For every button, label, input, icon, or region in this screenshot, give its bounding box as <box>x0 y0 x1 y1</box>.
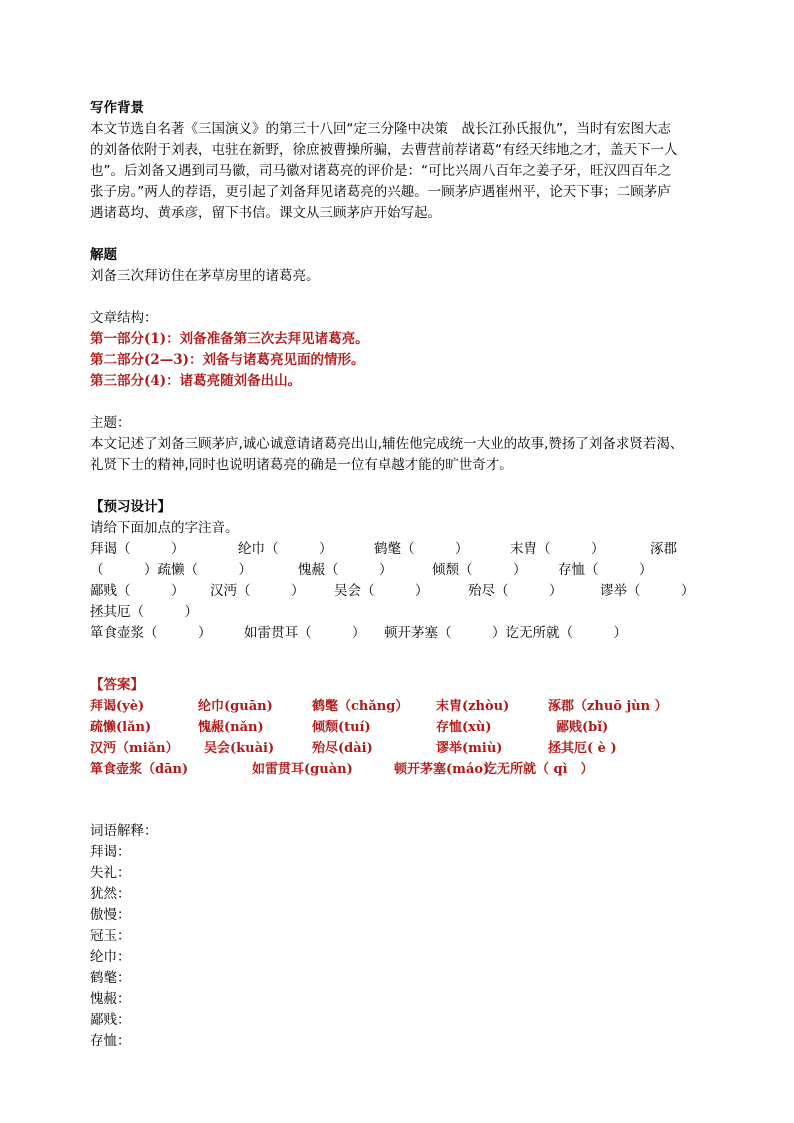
vocab-item: 鹤氅： <box>90 970 131 986</box>
preview-item: 末胄（ ） <box>510 541 605 557</box>
answer-row <box>90 717 710 738</box>
preview-item: （ ）疏懒（ ） <box>90 562 252 578</box>
vocab-item: 冠玉： <box>90 928 131 944</box>
preview-item: 存恤（ ） <box>558 562 653 578</box>
structure-heading: 文章结构： <box>90 310 158 326</box>
preview-item: 愧赧（ ） <box>298 562 393 578</box>
preview-item: 箪食壶浆（ ） <box>90 625 212 641</box>
structure-part-2: 第二部分(2—3)：刘备与诸葛亮见面的情形。 <box>90 352 365 368</box>
preview-item: 殆尽（ ） <box>468 583 563 599</box>
preview-row <box>90 560 710 581</box>
background-heading: 写作背景 <box>90 100 144 116</box>
answer-item: 拯其厄( è ) <box>548 741 617 756</box>
answer-row <box>90 696 710 717</box>
vocab-item: 拜谒： <box>90 844 131 860</box>
structure-part-1: 第一部分(1)：刘备准备第三次去拜见诸葛亮。 <box>90 331 369 347</box>
preview-item: 纶巾（ ） <box>238 541 333 557</box>
answer-item: 谬举(miù) <box>436 741 503 756</box>
background-line: 张子房。”两人的荐语，更引起了刘备拜见诸葛亮的兴趣。一顾茅庐遇崔州平，论天下事；二顾茅庐 <box>90 184 671 200</box>
vocab-heading: 词语解释： <box>90 823 158 839</box>
background-line: 本文节选自名著《三国演义》的第三十八回“定三分隆中决策 战长江孙氏报仇”，当时有宏图大志 <box>90 121 671 137</box>
document-page <box>90 98 710 1052</box>
title-explain-text: 刘备三次拜访住在茅草房里的诸葛亮。 <box>90 268 320 284</box>
background-line: 也”。后刘备又遇到司马徽，司马徽对诸葛亮的评价是：“可比兴周八百年之姜子牙，旺汉四百年之 <box>90 163 671 179</box>
vocab-item: 愧赧： <box>90 991 131 1007</box>
answer-item: 如雷贯耳(guàn) <box>252 762 353 777</box>
theme-line: 本文记述了刘备三顾茅庐,诚心诚意请诸葛亮出山,辅佐他完成统一大业的故事,赞扬了刘备求贤若渴、 <box>90 436 684 452</box>
preview-item: 涿郡 <box>650 541 677 557</box>
vocab-item: 鄙贱： <box>90 1012 131 1028</box>
answer-item: 疏懒(lǎn) <box>90 720 152 735</box>
answer-item: 吴会(kuài) <box>204 741 275 756</box>
vocab-item: 纶巾： <box>90 949 131 965</box>
preview-item: 拯其厄（ ） <box>90 604 198 620</box>
background-line: 遇诸葛均、黄承彦，留下书信。课文从三顾茅庐开始写起。 <box>90 205 441 221</box>
vocab-item: 傲慢： <box>90 907 131 923</box>
answer-item: 鄙贱(bǐ) <box>556 720 609 735</box>
answer-item: 顿开茅塞(máo) <box>394 762 490 777</box>
preview-row <box>90 623 710 644</box>
answer-item: 拜谒(yè) <box>90 699 145 714</box>
preview-row <box>90 602 710 623</box>
theme-line: 礼贤下士的精神,同时也说明诸葛亮的确是一位有卓越才能的旷世奇才。 <box>90 457 513 473</box>
preview-item: 顿开茅塞（ ）讫无所就（ ） <box>384 625 627 641</box>
vocab-item: 失礼： <box>90 865 131 881</box>
answer-item: 存恤(xù) <box>436 720 492 735</box>
answer-item: 讫无所就（ qì ） <box>484 762 594 777</box>
answer-row <box>90 738 710 759</box>
vocab-item: 犹然： <box>90 886 131 902</box>
preview-item: 汉沔（ ） <box>210 583 305 599</box>
title-explain-heading: 解题 <box>90 247 117 263</box>
preview-row <box>90 581 710 602</box>
vocab-item: 存恤： <box>90 1033 131 1049</box>
preview-item: 拜谒（ ） <box>90 541 185 557</box>
answer-item: 殆尽(dài) <box>312 741 373 756</box>
preview-item: 如雷贯耳（ ） <box>244 625 366 641</box>
preview-item: 倾颓（ ） <box>432 562 527 578</box>
preview-item: 鹤氅（ ） <box>374 541 469 557</box>
preview-item: 吴会（ ） <box>334 583 429 599</box>
answer-item: 愧赧(nǎn) <box>198 720 264 735</box>
preview-row <box>90 539 710 560</box>
structure-part-3: 第三部分(4)：诸葛亮随刘备出山。 <box>90 373 302 389</box>
answer-item: 汉沔（miǎn） <box>90 741 179 756</box>
answer-item: 鹤氅（chǎng） <box>312 699 409 714</box>
answer-item: 末胄(zhòu) <box>436 699 510 714</box>
answer-item: 纶巾(guān) <box>198 699 273 714</box>
answer-item: 倾颓(tuí) <box>312 720 371 735</box>
answer-row <box>90 759 710 780</box>
preview-item: 谬举（ ） <box>600 583 695 599</box>
answer-item: 涿郡（zhuō jùn ） <box>548 699 668 714</box>
preview-instruction: 请给下面加点的字注音。 <box>90 520 239 536</box>
preview-item: 鄙贱（ ） <box>90 583 185 599</box>
answer-item: 箪食壶浆（dān) <box>90 762 189 777</box>
background-line: 的刘备依附于刘表，屯驻在新野，徐庶被曹操所骗，去曹营前荐诸葛“有经天纬地之才，盖天下一人 <box>90 142 678 158</box>
preview-heading: 【预习设计】 <box>90 499 171 515</box>
answers-heading: 【答案】 <box>90 677 144 693</box>
theme-heading: 主题： <box>90 415 131 431</box>
